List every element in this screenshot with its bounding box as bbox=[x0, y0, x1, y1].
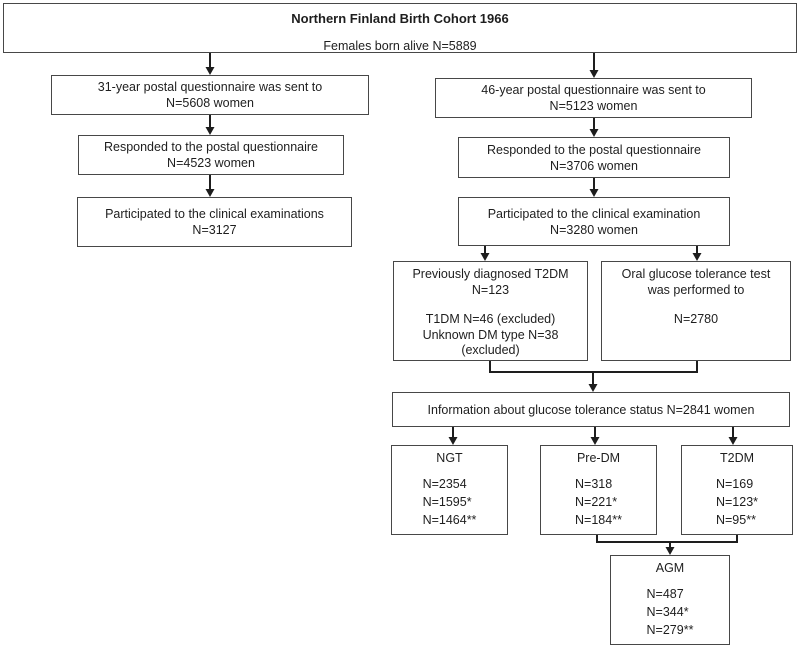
group-counts bbox=[423, 475, 477, 529]
text-line: Participated to the clinical examination bbox=[487, 206, 701, 221]
arrow-cohort-to-q31 bbox=[206, 53, 215, 75]
count-line: N=1595* bbox=[422, 495, 472, 509]
arrow-info-to-t2dm bbox=[729, 427, 738, 445]
count-line: N=487 bbox=[646, 587, 684, 601]
cohort-title: Northern Finland Birth Cohort 1966 bbox=[291, 11, 509, 26]
count-line: N=318 bbox=[575, 477, 613, 491]
arrow-info-to-predm bbox=[591, 427, 600, 445]
group-title: T2DM bbox=[719, 451, 755, 465]
text-line: Oral glucose tolerance test bbox=[621, 267, 771, 281]
text-line: Unknown DM type N=38 bbox=[422, 327, 559, 342]
count-line: N=184** bbox=[575, 513, 622, 527]
text-line: (excluded) bbox=[461, 343, 520, 357]
box-clinical-46 bbox=[458, 197, 730, 246]
text-line: Responded to the postal questionnaire bbox=[486, 142, 702, 157]
text-line: 46-year postal questionnaire was sent to bbox=[481, 83, 706, 97]
group-counts bbox=[647, 585, 694, 639]
box-cohort bbox=[3, 3, 797, 53]
text-line: Participated to the clinical examinations bbox=[105, 207, 324, 221]
text-line: N=3127 bbox=[192, 223, 237, 237]
count-line: N=221* bbox=[575, 495, 618, 509]
text-line: N=5608 women bbox=[166, 96, 254, 110]
text-line: Responded to the postal questionnaire bbox=[103, 140, 319, 154]
merge-bracket-to-info bbox=[490, 361, 697, 392]
arrow-q46-to-responded46 bbox=[590, 118, 599, 137]
count-line: N=95** bbox=[715, 513, 756, 527]
arrow-clinical46-to-previously-diagnosed bbox=[481, 246, 490, 261]
text-line: N=4523 women bbox=[167, 156, 255, 170]
blank-line bbox=[394, 298, 587, 312]
text-line: N=2780 bbox=[673, 312, 719, 326]
cohort-subtitle: Females born alive N=5889 bbox=[323, 39, 477, 53]
text-line: 31-year postal questionnaire was sent to bbox=[97, 80, 323, 94]
text-line: N=5123 women bbox=[549, 99, 638, 113]
group-title: Pre-DM bbox=[576, 451, 621, 465]
box-t2dm bbox=[681, 445, 793, 535]
merge-bracket-to-agm bbox=[597, 535, 737, 555]
box-agm bbox=[610, 555, 730, 645]
box-questionnaire-31 bbox=[51, 75, 369, 115]
arrow-responded46-to-clinical46 bbox=[590, 178, 599, 197]
count-line: N=123* bbox=[715, 495, 759, 509]
count-line: N=344* bbox=[646, 605, 689, 619]
box-ogtt bbox=[601, 261, 791, 361]
box-glucose-tolerance-info bbox=[392, 392, 790, 427]
arrow-q31-to-responded31 bbox=[206, 115, 215, 135]
box-questionnaire-46 bbox=[435, 78, 752, 118]
group-counts bbox=[716, 475, 758, 529]
arrow-clinical46-to-ogtt bbox=[693, 246, 702, 261]
text-line: Previously diagnosed T2DM bbox=[412, 267, 569, 281]
group-title: AGM bbox=[655, 561, 685, 575]
box-ngt bbox=[391, 445, 508, 535]
box-pre-dm bbox=[540, 445, 657, 535]
text-line: N=123 bbox=[471, 282, 510, 297]
arrow-cohort-to-q46 bbox=[590, 53, 599, 78]
text-line: N=3706 women bbox=[550, 158, 638, 173]
text-line: was performed to bbox=[647, 282, 745, 297]
group-counts bbox=[575, 475, 622, 529]
text-line: N=3280 women bbox=[550, 222, 638, 237]
text-line: T1DM N=46 (excluded) bbox=[425, 312, 556, 326]
box-clinical-31 bbox=[77, 197, 352, 247]
arrow-responded31-to-clinical31 bbox=[206, 175, 215, 197]
count-line: N=169 bbox=[715, 477, 754, 491]
group-title: NGT bbox=[436, 451, 463, 465]
box-previously-diagnosed-t2dm bbox=[393, 261, 588, 361]
arrow-info-to-ngt bbox=[449, 427, 458, 445]
box-responded-46 bbox=[458, 137, 730, 178]
box-responded-31 bbox=[78, 135, 344, 175]
text-line: Information about glucose tolerance status N=2841 women bbox=[427, 402, 755, 417]
count-line: N=279** bbox=[646, 623, 694, 637]
count-line: N=1464** bbox=[422, 513, 477, 527]
count-line: N=2354 bbox=[422, 477, 467, 491]
blank-line bbox=[602, 298, 790, 312]
